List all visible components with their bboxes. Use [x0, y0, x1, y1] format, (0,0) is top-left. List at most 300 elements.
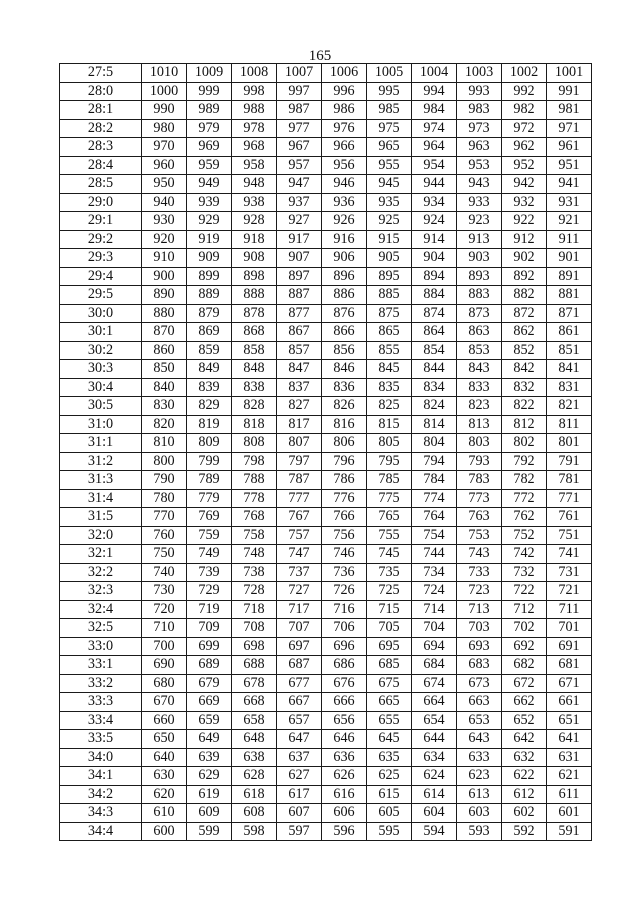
time-cell: 33:0	[60, 637, 142, 656]
score-cell: 1010	[142, 64, 187, 83]
score-cell: 832	[502, 378, 547, 397]
time-cell: 32:0	[60, 526, 142, 545]
score-cell: 963	[457, 138, 502, 157]
score-cell: 965	[367, 138, 412, 157]
score-cell: 872	[502, 304, 547, 323]
score-cell: 680	[142, 674, 187, 693]
score-cell: 615	[367, 785, 412, 804]
score-cell: 720	[142, 600, 187, 619]
score-cell: 806	[322, 434, 367, 453]
score-cell: 708	[232, 619, 277, 638]
score-cell: 927	[277, 212, 322, 231]
score-cell: 784	[412, 471, 457, 490]
score-cell: 939	[187, 193, 232, 212]
score-cell: 644	[412, 730, 457, 749]
score-cell: 924	[412, 212, 457, 231]
score-cell: 850	[142, 360, 187, 379]
score-cell: 637	[277, 748, 322, 767]
score-cell: 935	[367, 193, 412, 212]
score-cell: 748	[232, 545, 277, 564]
score-cell: 791	[547, 452, 592, 471]
score-cell: 616	[322, 785, 367, 804]
score-cell: 663	[457, 693, 502, 712]
score-cell: 987	[277, 101, 322, 120]
score-cell: 675	[367, 674, 412, 693]
score-cell: 915	[367, 230, 412, 249]
score-cell: 765	[367, 508, 412, 527]
score-cell: 786	[322, 471, 367, 490]
score-cell: 882	[502, 286, 547, 305]
score-cell: 737	[277, 563, 322, 582]
score-cell: 952	[502, 156, 547, 175]
score-cell: 991	[547, 82, 592, 101]
score-cell: 884	[412, 286, 457, 305]
score-cell: 738	[232, 563, 277, 582]
score-cell: 634	[412, 748, 457, 767]
score-cell: 599	[187, 822, 232, 841]
score-cell: 944	[412, 175, 457, 194]
score-cell: 973	[457, 119, 502, 138]
score-cell: 877	[277, 304, 322, 323]
score-cell: 716	[322, 600, 367, 619]
score-cell: 999	[187, 82, 232, 101]
score-cell: 592	[502, 822, 547, 841]
score-cell: 721	[547, 582, 592, 601]
score-cell: 666	[322, 693, 367, 712]
score-cell: 730	[142, 582, 187, 601]
score-cell: 711	[547, 600, 592, 619]
score-cell: 770	[142, 508, 187, 527]
score-cell: 933	[457, 193, 502, 212]
score-cell: 862	[502, 323, 547, 342]
score-cell: 805	[367, 434, 412, 453]
score-cell: 873	[457, 304, 502, 323]
table-row	[60, 767, 592, 786]
score-cell: 934	[412, 193, 457, 212]
score-cell: 733	[457, 563, 502, 582]
score-cell: 1001	[547, 64, 592, 83]
score-cell: 886	[322, 286, 367, 305]
score-cell: 812	[502, 415, 547, 434]
score-table-body	[60, 64, 592, 841]
score-cell: 714	[412, 600, 457, 619]
score-cell: 859	[187, 341, 232, 360]
score-cell: 867	[277, 323, 322, 342]
score-cell: 1002	[502, 64, 547, 83]
score-cell: 929	[187, 212, 232, 231]
score-cell: 981	[547, 101, 592, 120]
time-cell: 33:4	[60, 711, 142, 730]
score-cell: 655	[367, 711, 412, 730]
score-cell: 868	[232, 323, 277, 342]
score-cell: 772	[502, 489, 547, 508]
score-cell: 956	[322, 156, 367, 175]
score-cell: 610	[142, 804, 187, 823]
score-cell: 906	[322, 249, 367, 268]
score-cell: 673	[457, 674, 502, 693]
score-cell: 843	[457, 360, 502, 379]
score-cell: 798	[232, 452, 277, 471]
score-cell: 985	[367, 101, 412, 120]
score-cell: 783	[457, 471, 502, 490]
score-cell: 1005	[367, 64, 412, 83]
score-cell: 820	[142, 415, 187, 434]
table-row	[60, 138, 592, 157]
score-cell: 897	[277, 267, 322, 286]
table-row	[60, 415, 592, 434]
score-cell: 667	[277, 693, 322, 712]
table-row	[60, 804, 592, 823]
time-cell: 34:2	[60, 785, 142, 804]
table-row	[60, 101, 592, 120]
score-cell: 764	[412, 508, 457, 527]
score-cell: 809	[187, 434, 232, 453]
score-cell: 953	[457, 156, 502, 175]
time-cell: 30:3	[60, 360, 142, 379]
time-cell: 32:1	[60, 545, 142, 564]
score-cell: 754	[412, 526, 457, 545]
score-cell: 710	[142, 619, 187, 638]
table-row	[60, 619, 592, 638]
table-row	[60, 600, 592, 619]
score-cell: 763	[457, 508, 502, 527]
time-cell: 33:1	[60, 656, 142, 675]
score-cell: 607	[277, 804, 322, 823]
time-cell: 34:1	[60, 767, 142, 786]
score-cell: 918	[232, 230, 277, 249]
page-number: 165	[308, 48, 332, 64]
score-cell: 719	[187, 600, 232, 619]
score-cell: 629	[187, 767, 232, 786]
score-cell: 746	[322, 545, 367, 564]
score-cell: 893	[457, 267, 502, 286]
score-cell: 932	[502, 193, 547, 212]
score-cell: 814	[412, 415, 457, 434]
score-cell: 957	[277, 156, 322, 175]
time-cell: 30:2	[60, 341, 142, 360]
score-cell: 596	[322, 822, 367, 841]
score-cell: 636	[322, 748, 367, 767]
time-cell: 32:5	[60, 619, 142, 638]
time-cell: 32:3	[60, 582, 142, 601]
score-cell: 819	[187, 415, 232, 434]
score-cell: 601	[547, 804, 592, 823]
score-cell: 627	[277, 767, 322, 786]
score-cell: 875	[367, 304, 412, 323]
score-cell: 889	[187, 286, 232, 305]
score-cell: 941	[547, 175, 592, 194]
score-cell: 796	[322, 452, 367, 471]
score-cell: 782	[502, 471, 547, 490]
score-cell: 600	[142, 822, 187, 841]
score-cell: 658	[232, 711, 277, 730]
score-cell: 631	[547, 748, 592, 767]
score-cell: 818	[232, 415, 277, 434]
table-row	[60, 637, 592, 656]
score-cell: 938	[232, 193, 277, 212]
score-cell: 799	[187, 452, 232, 471]
time-cell: 29:5	[60, 286, 142, 305]
score-cell: 996	[322, 82, 367, 101]
score-cell: 961	[547, 138, 592, 157]
score-cell: 860	[142, 341, 187, 360]
score-cell: 856	[322, 341, 367, 360]
score-cell: 686	[322, 656, 367, 675]
score-cell: 650	[142, 730, 187, 749]
time-cell: 29:3	[60, 249, 142, 268]
score-cell: 930	[142, 212, 187, 231]
score-cell: 684	[412, 656, 457, 675]
table-row	[60, 563, 592, 582]
table-row	[60, 267, 592, 286]
time-cell: 28:1	[60, 101, 142, 120]
score-cell: 662	[502, 693, 547, 712]
score-cell: 793	[457, 452, 502, 471]
score-cell: 750	[142, 545, 187, 564]
score-cell: 685	[367, 656, 412, 675]
score-cell: 602	[502, 804, 547, 823]
table-row	[60, 452, 592, 471]
score-cell: 775	[367, 489, 412, 508]
score-cell: 664	[412, 693, 457, 712]
score-cell: 683	[457, 656, 502, 675]
score-cell: 942	[502, 175, 547, 194]
score-cell: 717	[277, 600, 322, 619]
score-cell: 626	[322, 767, 367, 786]
time-cell: 29:4	[60, 267, 142, 286]
score-cell: 621	[547, 767, 592, 786]
score-cell: 654	[412, 711, 457, 730]
score-cell: 695	[367, 637, 412, 656]
score-cell: 752	[502, 526, 547, 545]
score-cell: 964	[412, 138, 457, 157]
score-cell: 728	[232, 582, 277, 601]
table-row	[60, 693, 592, 712]
score-cell: 945	[367, 175, 412, 194]
score-cell: 731	[547, 563, 592, 582]
score-cell: 760	[142, 526, 187, 545]
score-cell: 852	[502, 341, 547, 360]
score-cell: 971	[547, 119, 592, 138]
score-cell: 672	[502, 674, 547, 693]
score-cell: 846	[322, 360, 367, 379]
score-cell: 687	[277, 656, 322, 675]
score-cell: 606	[322, 804, 367, 823]
score-cell: 870	[142, 323, 187, 342]
score-cell: 943	[457, 175, 502, 194]
score-cell: 726	[322, 582, 367, 601]
score-cell: 931	[547, 193, 592, 212]
score-cell: 732	[502, 563, 547, 582]
score-cell: 993	[457, 82, 502, 101]
score-cell: 980	[142, 119, 187, 138]
score-cell: 777	[277, 489, 322, 508]
score-cell: 681	[547, 656, 592, 675]
score-cell: 794	[412, 452, 457, 471]
score-cell: 649	[187, 730, 232, 749]
score-cell: 949	[187, 175, 232, 194]
score-cell: 659	[187, 711, 232, 730]
table-row	[60, 674, 592, 693]
score-cell: 837	[277, 378, 322, 397]
score-cell: 800	[142, 452, 187, 471]
score-cell: 759	[187, 526, 232, 545]
score-cell: 670	[142, 693, 187, 712]
score-cell: 688	[232, 656, 277, 675]
score-cell: 831	[547, 378, 592, 397]
table-row	[60, 212, 592, 231]
time-cell: 31:0	[60, 415, 142, 434]
score-cell: 740	[142, 563, 187, 582]
time-cell: 33:3	[60, 693, 142, 712]
score-cell: 722	[502, 582, 547, 601]
score-cell: 729	[187, 582, 232, 601]
score-cell: 908	[232, 249, 277, 268]
score-cell: 879	[187, 304, 232, 323]
time-cell: 30:5	[60, 397, 142, 416]
score-cell: 974	[412, 119, 457, 138]
table-row	[60, 748, 592, 767]
score-cell: 845	[367, 360, 412, 379]
score-cell: 755	[367, 526, 412, 545]
score-cell: 967	[277, 138, 322, 157]
time-cell: 31:5	[60, 508, 142, 527]
score-cell: 593	[457, 822, 502, 841]
score-cell: 842	[502, 360, 547, 379]
score-cell: 771	[547, 489, 592, 508]
table-row	[60, 526, 592, 545]
score-cell: 682	[502, 656, 547, 675]
score-cell: 657	[277, 711, 322, 730]
score-cell: 866	[322, 323, 367, 342]
score-cell: 885	[367, 286, 412, 305]
score-cell: 788	[232, 471, 277, 490]
score-cell: 900	[142, 267, 187, 286]
score-cell: 640	[142, 748, 187, 767]
score-cell: 983	[457, 101, 502, 120]
score-cell: 986	[322, 101, 367, 120]
score-cell: 828	[232, 397, 277, 416]
score-cell: 792	[502, 452, 547, 471]
table-row	[60, 471, 592, 490]
score-cell: 635	[367, 748, 412, 767]
score-cell: 925	[367, 212, 412, 231]
score-cell: 896	[322, 267, 367, 286]
score-cell: 624	[412, 767, 457, 786]
score-cell: 648	[232, 730, 277, 749]
score-cell: 802	[502, 434, 547, 453]
score-cell: 679	[187, 674, 232, 693]
score-cell: 982	[502, 101, 547, 120]
score-cell: 835	[367, 378, 412, 397]
score-cell: 789	[187, 471, 232, 490]
score-cell: 742	[502, 545, 547, 564]
score-cell: 609	[187, 804, 232, 823]
score-cell: 861	[547, 323, 592, 342]
score-cell: 700	[142, 637, 187, 656]
table-row	[60, 230, 592, 249]
table-row	[60, 582, 592, 601]
score-cell: 881	[547, 286, 592, 305]
time-cell: 30:0	[60, 304, 142, 323]
table-row	[60, 378, 592, 397]
score-cell: 972	[502, 119, 547, 138]
score-cell: 671	[547, 674, 592, 693]
score-cell: 959	[187, 156, 232, 175]
time-cell: 30:4	[60, 378, 142, 397]
score-cell: 869	[187, 323, 232, 342]
score-cell: 951	[547, 156, 592, 175]
time-cell: 29:1	[60, 212, 142, 231]
table-row	[60, 193, 592, 212]
score-cell: 611	[547, 785, 592, 804]
score-cell: 744	[412, 545, 457, 564]
score-cell: 894	[412, 267, 457, 286]
score-cell: 691	[547, 637, 592, 656]
score-cell: 773	[457, 489, 502, 508]
score-cell: 613	[457, 785, 502, 804]
score-cell: 907	[277, 249, 322, 268]
score-cell: 836	[322, 378, 367, 397]
score-cell: 984	[412, 101, 457, 120]
score-cell: 830	[142, 397, 187, 416]
score-cell: 855	[367, 341, 412, 360]
score-cell: 827	[277, 397, 322, 416]
score-cell: 926	[322, 212, 367, 231]
table-row	[60, 397, 592, 416]
score-cell: 822	[502, 397, 547, 416]
time-cell: 34:3	[60, 804, 142, 823]
time-cell: 28:5	[60, 175, 142, 194]
score-cell: 665	[367, 693, 412, 712]
score-cell: 645	[367, 730, 412, 749]
score-cell: 950	[142, 175, 187, 194]
score-cell: 725	[367, 582, 412, 601]
score-cell: 707	[277, 619, 322, 638]
score-cell: 608	[232, 804, 277, 823]
score-cell: 838	[232, 378, 277, 397]
score-cell: 702	[502, 619, 547, 638]
score-cell: 922	[502, 212, 547, 231]
score-cell: 887	[277, 286, 322, 305]
score-cell: 674	[412, 674, 457, 693]
score-cell: 821	[547, 397, 592, 416]
score-cell: 902	[502, 249, 547, 268]
score-cell: 617	[277, 785, 322, 804]
score-cell: 652	[502, 711, 547, 730]
score-cell: 676	[322, 674, 367, 693]
score-cell: 880	[142, 304, 187, 323]
time-cell: 29:2	[60, 230, 142, 249]
table-row	[60, 341, 592, 360]
time-cell: 31:3	[60, 471, 142, 490]
score-cell: 749	[187, 545, 232, 564]
score-cell: 703	[457, 619, 502, 638]
score-cell: 689	[187, 656, 232, 675]
score-cell: 823	[457, 397, 502, 416]
score-cell: 857	[277, 341, 322, 360]
score-cell: 712	[502, 600, 547, 619]
time-cell: 31:2	[60, 452, 142, 471]
time-cell: 32:2	[60, 563, 142, 582]
score-cell: 878	[232, 304, 277, 323]
score-cell: 591	[547, 822, 592, 841]
score-cell: 865	[367, 323, 412, 342]
score-cell: 978	[232, 119, 277, 138]
score-cell: 962	[502, 138, 547, 157]
table-row	[60, 730, 592, 749]
score-cell: 928	[232, 212, 277, 231]
